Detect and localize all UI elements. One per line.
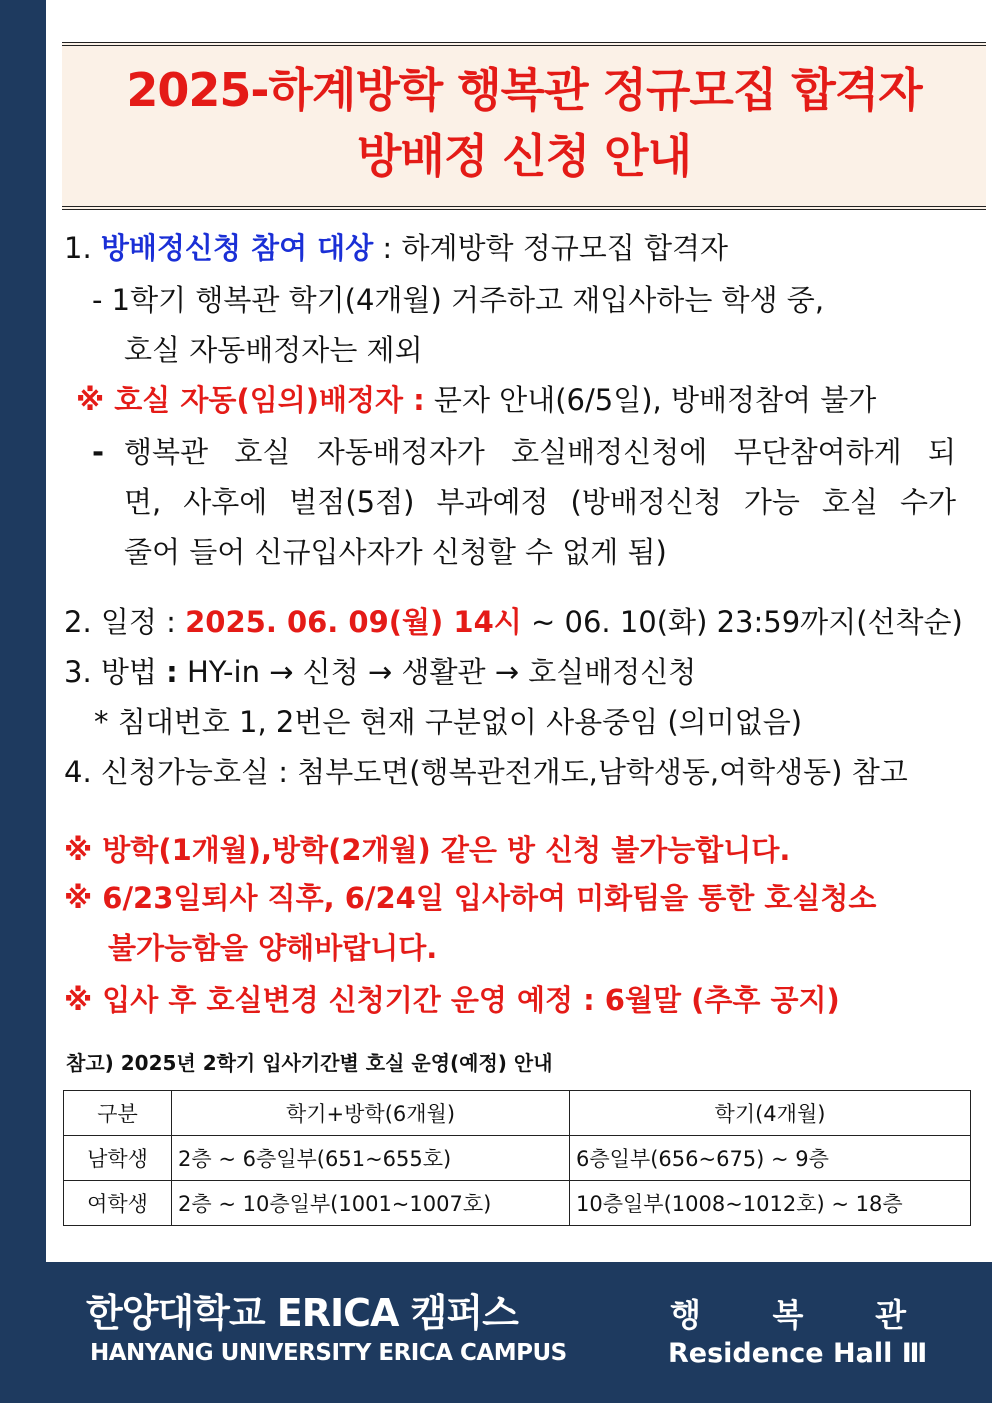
header-four-month: 학기(4개월)	[570, 1091, 971, 1136]
hall-name-en: Residence Hall Ⅲ	[668, 1338, 928, 1369]
schedule-prefix: 2. 일정 :	[64, 605, 186, 639]
schedule-start: 2025. 06. 09(월) 14시	[185, 605, 522, 639]
item1-sub-line1: - 1학기 행복관 학기(4개월) 거주하고 재입사하는 학생 중,	[92, 283, 825, 317]
page-title-line1: 2025-하계방학 행복관 정규모집 합격자	[126, 63, 922, 117]
page-title-line2: 방배정 신청 안내	[356, 129, 692, 183]
row-male-six-month: 2층 ~ 6층일부(651~655호)	[172, 1136, 570, 1181]
item3-method	[64, 654, 696, 690]
item1-value: 하계방학 정규모집 합격자	[401, 231, 729, 265]
row-male-four-month: 6층일부(656~675) ~ 9층	[570, 1136, 971, 1181]
item1-number: 1.	[64, 231, 92, 265]
method-colon: :	[166, 655, 178, 689]
row-female-six-month: 2층 ~ 10층일부(1001~1007호)	[172, 1181, 570, 1226]
item1-auto-assign-note	[76, 382, 876, 418]
auto-assign-label: ※ 호실 자동(임의)배정자 :	[76, 383, 425, 417]
hall-char-1: 행	[670, 1296, 701, 1334]
schedule-end: ~ 06. 10(화) 23:59까지(선착순)	[521, 605, 963, 639]
table-header-row	[64, 1091, 971, 1136]
method-prefix: 3. 방법	[64, 655, 167, 689]
method-value: HY-in → 신청 → 생활관 → 호실배정신청	[177, 655, 697, 689]
header-six-month: 학기+방학(6개월)	[172, 1091, 570, 1136]
warning-line3: 줄어 들어 신규입사자가 신청할 수 없게 됨)	[124, 535, 667, 569]
row-male-label: 남학생	[64, 1136, 172, 1181]
warning-line1: 행복관 호실 자동배정자가 호실배정신청에 무단참여하게 되	[124, 435, 956, 469]
reference-title: 참고) 2025년 2학기 입사기간별 호실 운영(예정) 안내	[66, 1051, 553, 1075]
notice-cleaning-line2: 불가능함을 양해바랍니다.	[108, 931, 438, 965]
hall-char-3: 관	[875, 1296, 906, 1334]
university-name-kr: 한양대학교 ERICA 캠퍼스	[86, 1291, 518, 1335]
auto-assign-value: 문자 안내(6/5일), 방배정참여 불가	[424, 383, 877, 417]
university-name-en: HANYANG UNIVERSITY ERICA CAMPUS	[90, 1340, 567, 1366]
table-row	[64, 1181, 971, 1226]
item4-available-rooms: 4. 신청가능호실 : 첨부도면(행복관전개도,남학생동,여학생동) 참고	[64, 755, 908, 789]
row-female-four-month: 10층일부(1008~1012호) ~ 18층	[570, 1181, 971, 1226]
row-female-label: 여학생	[64, 1181, 172, 1226]
warning-line2: 면, 사후에 벌점(5점) 부과예정 (방배정신청 가능 호실 수가	[124, 485, 956, 519]
table-row	[64, 1136, 971, 1181]
item2-schedule	[64, 604, 963, 640]
notice-same-room: ※ 방학(1개월),방학(2개월) 같은 방 신청 불가능합니다.	[64, 833, 791, 867]
hall-char-2: 복	[772, 1296, 804, 1334]
item1-separator: :	[373, 231, 402, 265]
item1-sub-line2: 호실 자동배정자는 제외	[124, 333, 423, 367]
bed-number-note: * 침대번호 1, 2번은 현재 구분없이 사용중임 (의미없음)	[94, 705, 803, 739]
room-operation-table	[63, 1090, 971, 1226]
item1-label: 방배정신청 참여 대상	[100, 231, 374, 265]
notice-room-change: ※ 입사 후 호실변경 신청기간 운영 예정 : 6월말 (추후 공지)	[64, 983, 840, 1017]
warning-dash: -	[92, 435, 105, 469]
item1-heading	[64, 230, 728, 266]
left-sidebar-band	[0, 0, 46, 1403]
hall-name-kr	[670, 1290, 906, 1336]
notice-cleaning-line1: ※ 6/23일퇴사 직후, 6/24일 입사하여 미화팀을 통한 호실청소	[64, 881, 877, 915]
header-category: 구분	[64, 1091, 172, 1136]
